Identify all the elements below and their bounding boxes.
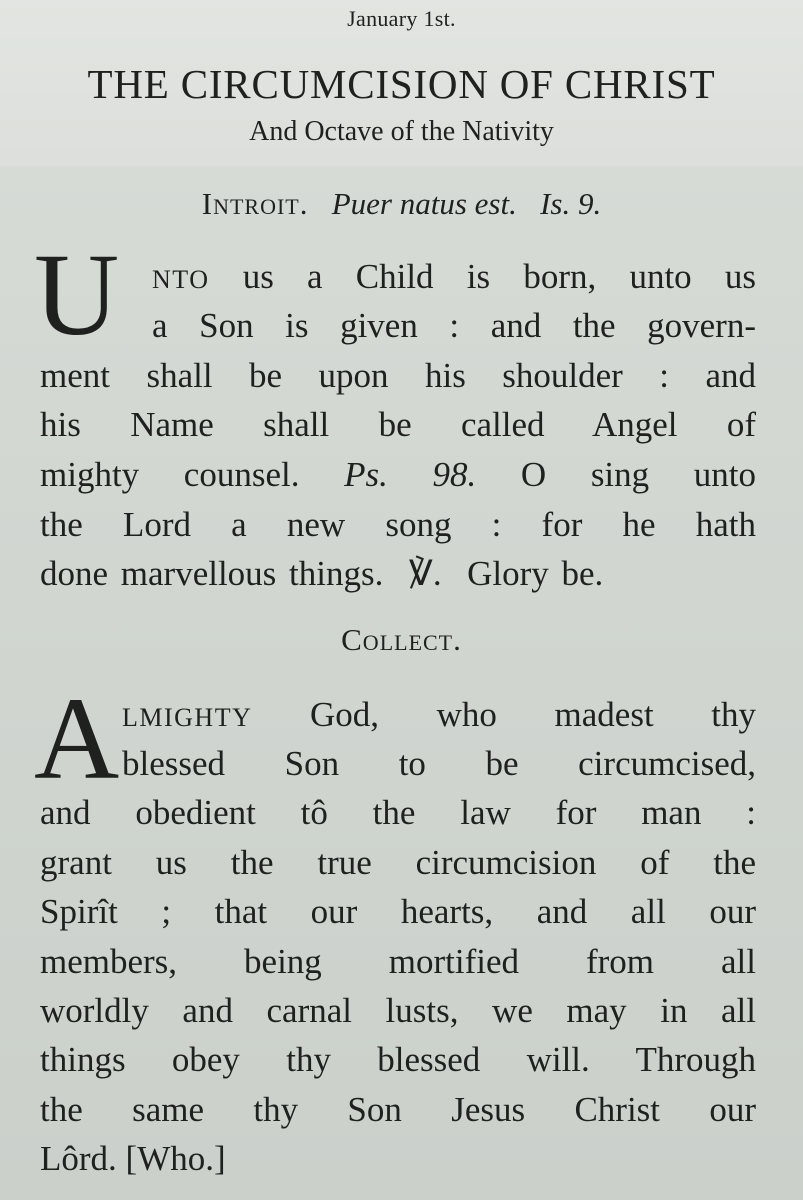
introit-line-7 [40,549,756,598]
page-subtitle: And Octave of the Nativity [249,116,554,147]
collect-line-1 [122,690,756,739]
introit-heading [0,186,803,222]
psalm-text: O sing unto [520,455,757,494]
introit-line-text: done marvellous things. [40,554,384,593]
introit-line-2: a Son is given : and the govern- [152,306,756,345]
introit-dropcap: U [34,229,120,360]
collect-line-4: grant us the true circumcision of the [40,843,756,882]
collect-first-word-rest: LMIGHTY [122,703,253,732]
collect-line-8: things obey thy blessed will. Through [40,1040,756,1079]
page-title: THE CIRCUMCISION OF CHRIST [87,61,716,107]
collect-line-3: and obedient tô the law for man : [40,793,756,832]
introit-line-text: mighty counsel. [40,455,300,494]
introit-first-word-rest: NTO [152,265,210,294]
versicle-text: Glory be. [467,554,604,593]
collect-line-6: members, being mortified from all [40,942,756,981]
introit-incipit: Puer natus est. [331,186,517,221]
collect-line-5: Spirît ; that our hearts, and all our [40,892,756,931]
collect-line-2: blessed Son to be circumcised, [122,744,756,783]
collect-line-7: worldly and carnal lusts, we may in all [40,991,756,1030]
introit-line-4: his Name shall be called Angel of [40,405,756,444]
psalm-reference: Ps. 98. [344,455,477,494]
collect-line-text: God, who madest thy [310,695,757,734]
introit-line-3: ment shall be upon his shoulder : and [40,356,756,395]
introit-line-6: the Lord a new song : for he hath [40,505,756,544]
collect-label: Collect. [341,622,462,657]
collect-line-9: the same thy Son Jesus Christ our [40,1090,756,1129]
introit-line-text: us a Child is born, unto us [242,257,757,296]
introit-reference: Is. 9. [540,186,602,221]
introit-label: Introit. [201,186,309,221]
introit-line-5 [40,450,756,499]
collect-heading [0,622,803,658]
collect-line-10: Lôrd. [Who.] [40,1139,226,1178]
introit-line-1 [152,252,756,301]
versicle-symbol: ℣. [408,554,442,593]
feast-date: January 1st. [347,6,456,31]
collect-dropcap: A [34,673,120,804]
